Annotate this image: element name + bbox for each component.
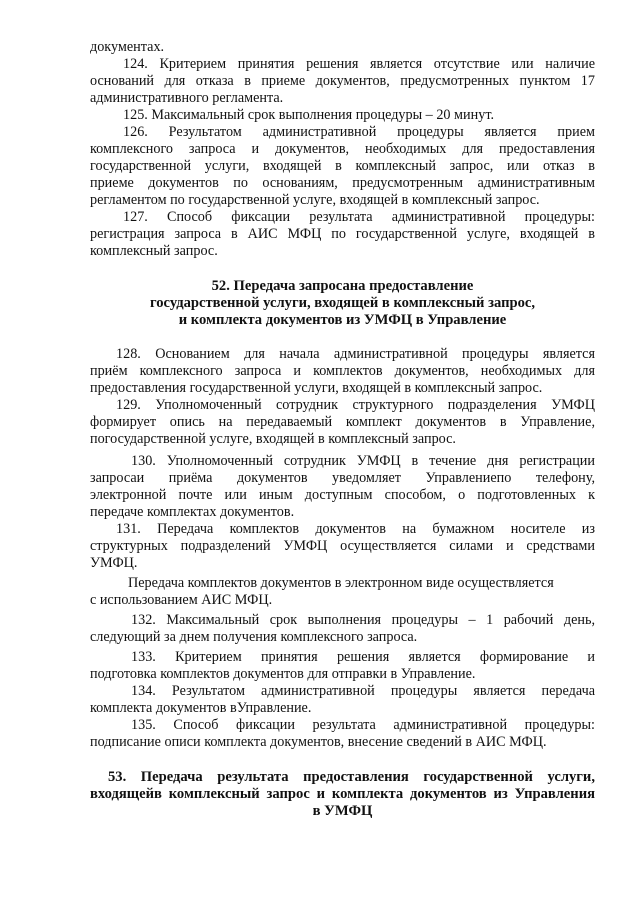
text-line: следующий за днем получения комплексного запроса. [90,629,418,645]
text-line: 126. Результатом административной процедуры является прием [123,124,595,140]
text-line: структурных подразделений УМФЦ осуществляется силами и средствами [90,538,595,554]
text-line: 135. Способ фиксации результата административной процедуры: [131,717,595,733]
text-line: 128. Основанием для начала административной процедуры является [116,346,595,362]
section-heading: в УМФЦ [312,803,373,819]
section-heading: государственной услуги, входящей в комплексный запрос, [149,295,536,311]
text-line: 131. Передача комплектов документов на бумажном носителе из [116,521,595,537]
text-line: погосударственной услуге, входящей в комплексный запрос. [90,431,456,447]
text-line: регистрация запроса в АИС МФЦ по государственной услуге, входящей в [90,226,595,242]
text-line: УМФЦ. [90,555,138,571]
text-line: регламентом по государственной услуге, входящей в комплексный запрос. [90,192,540,208]
text-line: приём комплексного запроса и комплектов документов, необходимых для [90,363,595,379]
section-heading: 52. Передача запросана предоставление [211,278,474,294]
text-line: 127. Способ фиксации результата административной процедуры: [123,209,595,225]
text-line: приеме документов по основаниям, предусмотренным административным [90,175,595,191]
text-line: подготовка комплектов документов для отправки в Управление. [90,666,476,682]
text-line: комплексного запроса и документов, необходимых для предоставления [90,141,595,157]
text-line: оснований для отказа в приеме документов, предусмотренных пунктом 17 [90,73,595,89]
text-line: 125. Максимальный срок выполнения процедуры – 20 минут. [123,107,494,123]
text-line: 129. Уполномоченный сотрудник структурного подразделения УМФЦ [116,397,595,413]
text-line: административного регламента. [90,90,284,106]
text-line: запросаи приёма документов уведомляет Управлениепо телефону, [90,470,595,486]
text-line: электронной почте или иным доступным способом, о подготовленных к [90,487,595,503]
text-line: 133. Критерием принятия решения является формирование и [131,649,595,665]
text-line: с использованием АИС МФЦ. [90,592,273,608]
text-line: документах. [90,39,165,55]
text-line: комплексный запрос. [90,243,218,259]
text-line: 134. Результатом административной процедуры является передача [131,683,595,699]
text-line: передаче комплектах документов. [90,504,295,520]
text-line: формирует опись на передаваемый комплект документов в Управление, [90,414,595,430]
text-line: государственной услуги, входящей в комплексный запрос, или отказ в [90,158,595,174]
section-heading: 53. Передача результата предоставления государственной услуги, [108,769,595,785]
section-heading: и комплекта документов из УМФЦ в Управление [178,312,507,328]
text-line: комплекта документов вУправление. [90,700,312,716]
text-line: предоставления государственной услуги, входящей в комплексный запрос. [90,380,543,396]
text-line: 132. Максимальный срок выполнения процедуры – 1 рабочий день, [131,612,595,628]
section-heading: входящейв комплексный запрос и комплекта документов из Управления [90,786,595,802]
text-line: 130. Уполномоченный сотрудник УМФЦ в течение дня регистрации [131,453,595,469]
text-line: Передача комплектов документов в электронном виде осуществляется [128,575,554,591]
text-line: подписание описи комплекта документов, внесение сведений в АИС МФЦ. [90,734,547,750]
text-line: 124. Критерием принятия решения является отсутствие или наличие [123,56,595,72]
